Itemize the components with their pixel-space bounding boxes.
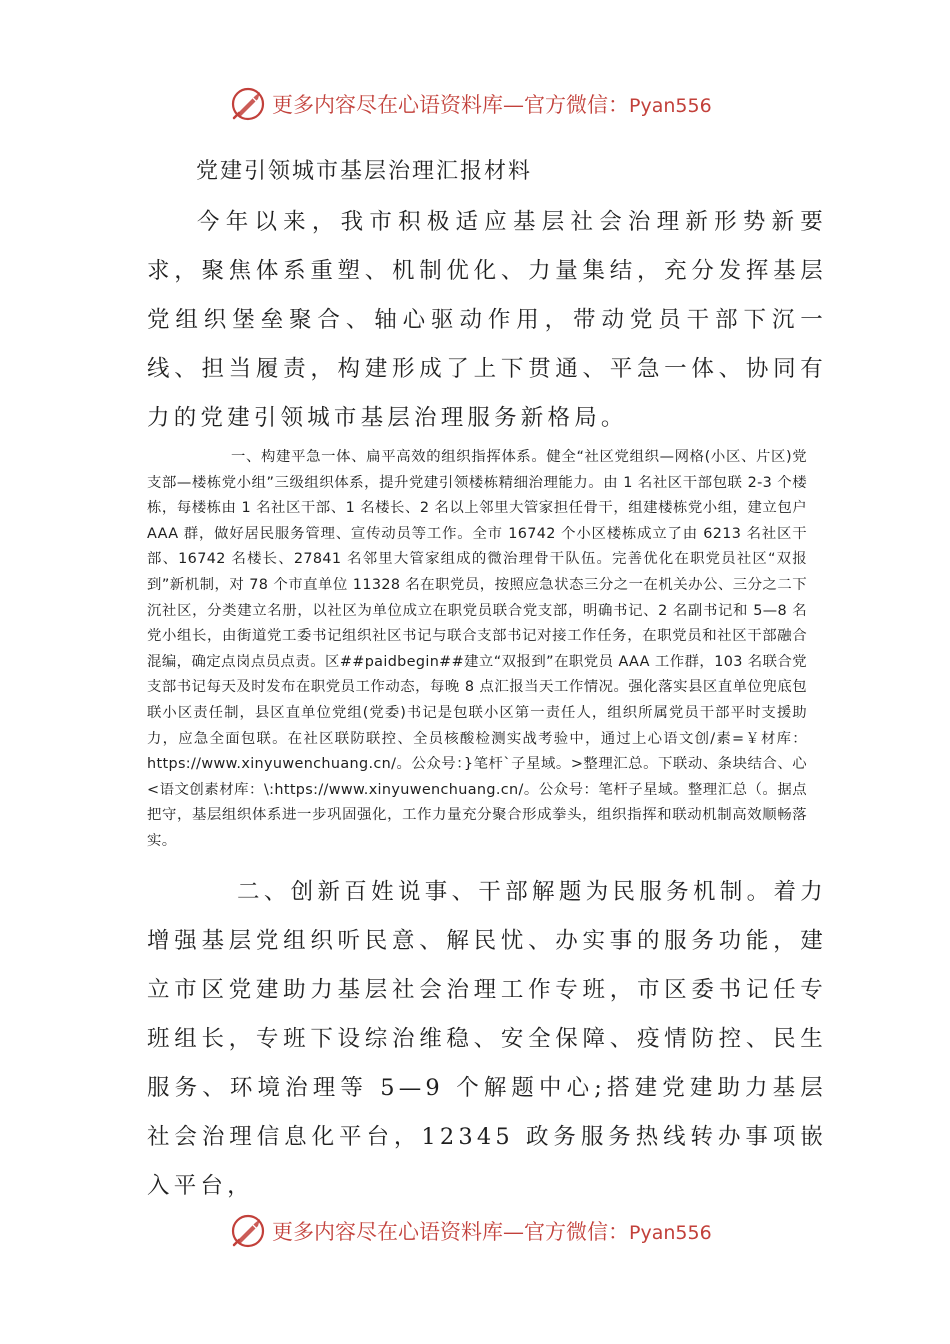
section-one-paragraph: 一、构建平急一体、扁平高效的组织指挥体系。健全“社区党组织—网格(小区、片区)党支部—楼栋党小组”三级组织体系，提升党建引领楼栋精细治理能力。由 1 名社区干部包联 2-3 个楼栋，每楼栋由 1 名社区干部、1 名楼长、2 名以上邻里大管家担任骨干，组建楼栋党小组，建立包户 AAA 群，做好居民服务管理、宣传动员等工作。全市 16742 个小区楼栋成立了由 6213 名社区干部、16742 名楼长、27841 名邻里大管家组成的微治理骨干队伍。完善优化在职党员社区“双报到”新机制，对 78 个市直单位 11328 名在职党员，按照应急状态三分之一在机关办公、三分之二下沉社区，分类建立名册，以社区为单位成立在职党员联合党支部，明确书记、2 名副书记和 5—8 名党小组长，由街道党工委书记组织社区书记与联合支部书记对接工作任务，在职党员和社区干部融合混编，确定点岗点员点责。区##paidbegin##建立“双报到”在职党员 AAA 工作群，103 名联合党支部书记每天及时发布在职党员工作动态，每晚 8 点汇报当天工作情况。强化落实县区直单位兜底包联小区责任制，县区直单位党组(党委)书记是包联小区第一责任人，组织所属党员干部平时支援助力，应急全面包联。在社区联防联控、全员核酸检测实战考验中，通过上心语文创/素=￥材库：https://www.xinyuwenchuang.cn/。公众号：}笔杆`子星域。>整理汇总。下联动、条块结合、心<语文创素材库：\:https://www.xinyuwenchuang.cn/。公众号：笔杆子星域。整理汇总（。据点把守，基层组织体系进一步巩固强化，工作力量充分聚合形成拳头，组织指挥和联动机制高效顺畅落实。 [147,449,807,849]
document-title: 党建引领城市基层治理汇报材料 [196,159,533,184]
banner-handle: Pyan556 [629,1222,712,1244]
banner-text: 更多内容尽在心语资料库—官方微信：Pyan556 [272,93,712,117]
header-banner [228,84,748,124]
footer-banner [228,1211,748,1251]
pen-nib-logo-icon [228,84,268,124]
intro-paragraph: 今年以来，我市积极适应基层社会治理新形势新要求，聚焦体系重塑、机制优化、力量集结，充分发挥基层党组织堡垒聚合、轴心驱动作用，带动党员干部下沉一线、担当履责，构建形成了上下贯通、平急一体、协同有力的党建引领城市基层治理服务新格局。 [147,209,827,431]
section-two-paragraph: 二、创新百姓说事、干部解题为民服务机制。着力增强基层党组织听民意、解民忧、办实事的服务功能，建立市区党建助力基层社会治理工作专班，市区委书记任专班组长，专班下设综治维稳、安全保障、疫情防控、民生服务、环境治理等 5—9 个解题中心;搭建党建助力基层社会治理信息化平台，12345 政务服务热线转办事项嵌入平台， [147,879,827,1199]
banner-handle: Pyan556 [629,95,712,117]
banner-text: 更多内容尽在心语资料库—官方微信：Pyan556 [272,1220,712,1244]
pen-nib-logo-icon [228,1211,268,1251]
